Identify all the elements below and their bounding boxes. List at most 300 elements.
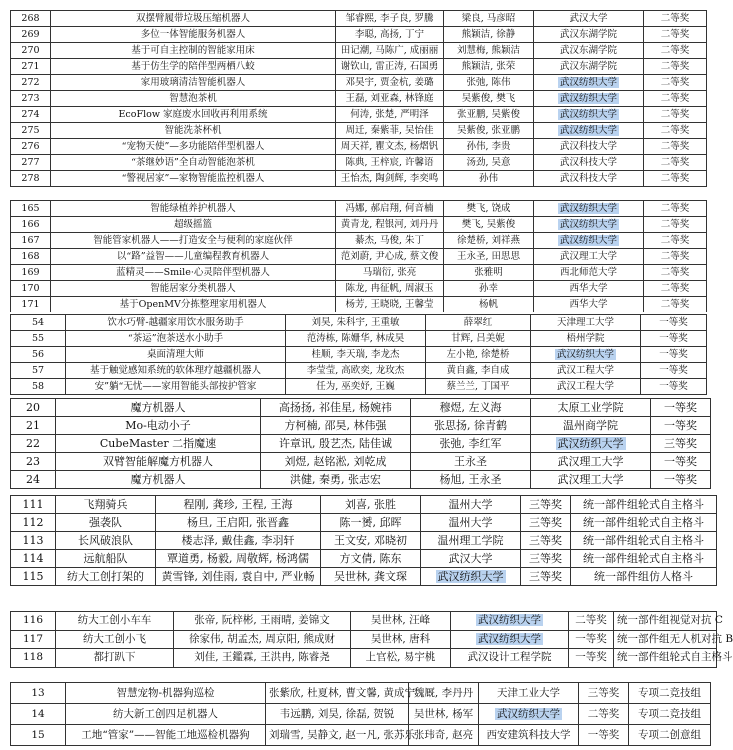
cell-text: 二等奖 (660, 251, 690, 262)
cell-text: 一等奖 (664, 455, 697, 468)
cell-text: 武汉理工大学 (559, 251, 617, 262)
table-cell (534, 171, 644, 187)
table-cell (266, 704, 409, 725)
table-cell (66, 331, 286, 347)
cell-text: 长风破浪队 (78, 534, 133, 547)
cell-text: 刘瑞雪, 吴静文, 赵一凡, 张苏乐 (269, 729, 416, 741)
table-row (11, 281, 707, 297)
cell-text: 24 (26, 473, 40, 486)
cell-text: 武汉纺织大学 (437, 570, 504, 583)
cell-text: 周天祥, 瞿文杰, 杨熠钒 (340, 141, 439, 152)
table-cell (56, 532, 156, 550)
cell-text: 吴紫俊, 樊飞 (461, 93, 516, 104)
table-cell (444, 11, 534, 27)
table-cell (321, 568, 421, 586)
table-cell (51, 107, 336, 123)
award-table (10, 495, 717, 586)
cell-text: 任为, 巫奕妤, 王巍 (316, 381, 395, 392)
table-cell (11, 43, 51, 59)
award-table (10, 314, 707, 395)
cell-text: 都打趴下 (93, 651, 136, 663)
table-cell (629, 704, 711, 725)
table-cell (174, 630, 351, 649)
table-row (11, 417, 711, 435)
table-cell (51, 75, 336, 91)
table-cell (444, 249, 534, 265)
table-cell (261, 417, 411, 435)
table-cell (409, 704, 479, 725)
cell-text: 黄青龙, 程银河, 刘丹丹 (340, 219, 439, 230)
table-cell (51, 123, 336, 139)
cell-text: 冯娜, 郝启翔, 何音楠 (345, 203, 434, 214)
table-cell (569, 612, 614, 631)
table-row (11, 399, 711, 417)
cell-text: 二等奖 (660, 235, 690, 246)
cell-text: 王永圣 (454, 455, 487, 468)
table-cell (11, 363, 66, 379)
table-cell (156, 514, 321, 532)
cell-text: 刘佳, 王鑑霖, 王洪冉, 陈睿尧 (194, 651, 330, 663)
cell-text: 武汉工程大学 (556, 381, 614, 392)
table-cell (644, 155, 707, 171)
cell-text: 一等奖 (664, 419, 697, 432)
table-cell (66, 725, 266, 746)
cell-text: 277 (21, 157, 40, 168)
table-cell (444, 139, 534, 155)
cell-text: 276 (21, 141, 40, 152)
cell-text: 168 (21, 251, 40, 262)
cell-text: 张紫欣, 杜夏林, 曹文馨, 黄成宁 (269, 687, 416, 699)
cell-text: 远航船队 (83, 552, 128, 565)
cell-text: 智能管家机器人——打造安全与便利的家庭伙伴 (93, 235, 293, 246)
table-cell (56, 399, 261, 417)
cell-text: 二等奖 (660, 13, 690, 24)
cell-text: 一等奖 (659, 349, 688, 360)
cell-text: 武汉大学 (569, 13, 608, 24)
cell-text: 安”躺“无忧——家用智能头部按护管家 (94, 381, 257, 392)
cell-text: 王怡杰, 陶剑辉, 李奕鸣 (340, 173, 439, 184)
table-cell (444, 297, 534, 313)
table-row (11, 568, 717, 586)
table-cell (11, 217, 51, 233)
cell-text: 魔方机器人 (130, 473, 186, 486)
cell-text: 二等奖 (587, 708, 620, 720)
cell-text: 一等奖 (575, 632, 607, 645)
table-cell (11, 249, 51, 265)
cell-text: 田记潮, 马陈广, 成丽丽 (340, 45, 439, 56)
cell-text: 张弛, 李红军 (439, 437, 502, 450)
table-cell (521, 568, 571, 586)
table-cell (534, 249, 644, 265)
table-row (11, 453, 711, 471)
table-cell (444, 171, 534, 187)
table-cell (521, 532, 571, 550)
cell-text: 二等奖 (660, 219, 690, 230)
table-cell (521, 514, 571, 532)
table-cell (56, 649, 174, 668)
table-cell (11, 139, 51, 155)
cell-text: 纺大新工创四足机器人 (113, 708, 218, 720)
table-cell (534, 155, 644, 171)
cell-text: 王永圣, 田思思 (456, 251, 521, 262)
table-cell (336, 217, 444, 233)
table-segment-7 (0, 680, 716, 750)
cell-text: 统一部件组仿人格斗 (594, 570, 693, 583)
cell-text: 李聪, 高扬, 丁宁 (354, 29, 425, 40)
table-cell (11, 649, 56, 668)
cell-text: 覃道勇, 杨毅, 周敬辉, 杨鸿儒 (167, 552, 309, 565)
table-cell (336, 201, 444, 217)
cell-text: 统一部件组轮式自主格斗 (583, 552, 704, 565)
table-cell (156, 550, 321, 568)
table-row (11, 171, 707, 187)
cell-text: 左小艳, 徐楚桥 (446, 349, 510, 360)
table-cell (421, 496, 521, 514)
table-cell (531, 347, 641, 363)
cell-text: 三等奖 (664, 437, 697, 450)
table-cell (11, 514, 56, 532)
table-cell (531, 471, 651, 489)
table-cell (651, 399, 711, 417)
cell-text: 武汉东湖学院 (559, 61, 617, 72)
table-cell (321, 514, 421, 532)
cell-text: 樊飞, 饶成 (466, 203, 511, 214)
cell-text: 武汉科技大学 (559, 157, 617, 168)
table-cell (534, 59, 644, 75)
cell-text: 梁良, 马彦昭 (461, 13, 516, 24)
cell-text: “茶继妙语”全自动智能泡茶机 (131, 157, 255, 168)
cell-text: 王文安, 邓晓初 (334, 534, 407, 547)
cell-text: 武汉纺织大学 (559, 125, 617, 136)
table-cell (534, 233, 644, 249)
cell-text: 韦远鹏, 刘昊, 徐磊, 贺锐 (279, 708, 395, 720)
table-cell (579, 725, 629, 746)
cell-text: 纺大工创小车车 (77, 614, 152, 626)
cell-text: 113 (22, 534, 44, 547)
cell-text: 15 (31, 729, 45, 741)
table-cell (571, 514, 717, 532)
cell-text: 274 (21, 109, 40, 120)
cell-text: 纺大工创打架的 (67, 570, 144, 583)
cell-text: 14 (31, 708, 45, 720)
table-cell (531, 417, 651, 435)
cell-text: 22 (26, 437, 40, 450)
cell-text: 智能居家分类机器人 (150, 283, 236, 294)
cell-text: 基于OpenMV分拣整理家用机器人 (119, 299, 267, 310)
table-cell (286, 363, 426, 379)
cell-text: 一等奖 (664, 401, 697, 414)
cell-text: 饮水巧臂-越疆家用饮水服务助手 (107, 317, 244, 328)
table-cell (426, 347, 531, 363)
table-cell (336, 107, 444, 123)
cell-text: 何涛, 张楚, 严明泽 (350, 109, 429, 120)
table-cell (411, 399, 531, 417)
table-row (11, 630, 717, 649)
table-cell (51, 171, 336, 187)
table-row (11, 347, 707, 363)
cell-text: 马瑞衍, 张亮 (362, 267, 417, 278)
table-cell (66, 704, 266, 725)
table-cell (336, 281, 444, 297)
table-cell (534, 139, 644, 155)
table-cell (444, 59, 534, 75)
table-cell (66, 363, 286, 379)
table-cell (444, 217, 534, 233)
table-cell (614, 649, 733, 668)
cell-text: 双摆臂履带垃圾压缩机器人 (135, 13, 250, 24)
table-cell (426, 315, 531, 331)
cell-text: 166 (21, 219, 40, 230)
table-cell (479, 683, 579, 704)
table-row (11, 11, 707, 27)
table-cell (11, 630, 56, 649)
cell-text: 269 (21, 29, 40, 40)
cell-text: 高扬扬, 祁佳星, 杨婉祎 (279, 401, 392, 414)
table-cell (11, 91, 51, 107)
table-row (11, 201, 707, 217)
table-cell (571, 568, 717, 586)
table-cell (66, 315, 286, 331)
table-cell (444, 43, 534, 59)
table-cell (534, 43, 644, 59)
table-cell (11, 471, 56, 489)
cell-text: 程刚, 龚珍, 王程, 王海 (183, 498, 293, 511)
table-cell (579, 704, 629, 725)
cell-text: 二等奖 (575, 614, 607, 626)
table-cell (11, 683, 66, 704)
table-cell (444, 123, 534, 139)
cell-text: 二等奖 (660, 29, 690, 40)
table-cell (421, 568, 521, 586)
cell-text: 吴紫俊, 张亚鹏 (456, 125, 521, 136)
cell-text: 275 (21, 125, 40, 136)
cell-text: 武汉科技大学 (559, 141, 617, 152)
table-cell (444, 27, 534, 43)
cell-text: 273 (21, 93, 40, 104)
table-cell (11, 496, 56, 514)
table-cell (421, 514, 521, 532)
cell-text: 双臂智能解魔方机器人 (103, 455, 213, 468)
table-cell (531, 435, 651, 453)
cell-text: 谢钦山, 雷正涛, 石国勇 (340, 61, 439, 72)
cell-text: “警视居家”—家物智能监控机器人 (121, 173, 265, 184)
table-cell (444, 155, 534, 171)
table-cell (644, 59, 707, 75)
cell-text: “茶运”泡茶送水小助手 (127, 333, 224, 344)
table-cell (426, 363, 531, 379)
cell-text: 温州理工学院 (437, 534, 504, 547)
table-cell (534, 217, 644, 233)
cell-text: Mo-电动小子 (125, 419, 191, 432)
table-row (11, 233, 707, 249)
table-segment-2 (0, 198, 716, 310)
cell-text: 二等奖 (660, 93, 690, 104)
table-cell (411, 471, 531, 489)
cell-text: 吴世林, 唐科 (370, 632, 431, 645)
cell-text: 张亚鹏, 吴紫俊 (456, 109, 521, 120)
table-cell (51, 155, 336, 171)
table-cell (444, 107, 534, 123)
table-cell (261, 453, 411, 471)
table-cell (11, 612, 56, 631)
table-row (11, 217, 707, 233)
cell-text: 孙幸 (478, 283, 498, 294)
table-cell (409, 725, 479, 746)
table-cell (614, 612, 723, 631)
table-cell (451, 630, 569, 649)
cell-text: 278 (21, 173, 40, 184)
cell-text: 西北师范大学 (559, 267, 617, 278)
award-table (10, 200, 707, 313)
table-row (11, 155, 707, 171)
table-row (11, 297, 707, 313)
table-cell (651, 453, 711, 471)
cell-text: 武汉纺织大学 (559, 235, 617, 246)
table-cell (56, 417, 261, 435)
cell-text: 专项二创意组 (638, 729, 701, 741)
table-cell (156, 532, 321, 550)
table-cell (51, 11, 336, 27)
cell-text: 魔方机器人 (130, 401, 186, 414)
cell-text: 171 (21, 299, 40, 310)
cell-text: 邓昊宇, 贾金杭, 姜璐 (345, 77, 434, 88)
table-cell (336, 59, 444, 75)
cell-text: 上官松, 易宇桃 (365, 651, 436, 663)
cell-text: 基于仿生学的陪伴型两栖八蛟 (131, 61, 255, 72)
cell-text: 二等奖 (660, 109, 690, 120)
cell-text: 武汉科技大学 (559, 173, 617, 184)
cell-text: 强袭队 (89, 516, 122, 529)
table-cell (11, 11, 51, 27)
cell-text: CubeMaster 二指魔速 (99, 437, 217, 450)
table-cell (531, 399, 651, 417)
cell-text: 专项二竞技组 (638, 687, 701, 699)
table-cell (336, 91, 444, 107)
table-row (11, 471, 711, 489)
cell-text: 黄雪锋, 刘佳雨, 袁自中, 严业畅 (161, 570, 315, 583)
cell-text: 桌面清理大师 (146, 349, 204, 360)
table-cell (644, 217, 707, 233)
table-cell (174, 649, 351, 668)
cell-text: 方文倩, 陈东 (339, 552, 402, 565)
cell-text: 统一部件组轮式自主格斗 (617, 651, 733, 663)
table-cell (336, 11, 444, 27)
table-cell (644, 107, 707, 123)
table-row (11, 704, 711, 725)
table-cell (11, 435, 56, 453)
cell-text: 黄自鑫, 李自成 (446, 365, 510, 376)
cell-text: 一等奖 (659, 333, 688, 344)
cell-text: 二等奖 (660, 203, 690, 214)
table-cell (534, 91, 644, 107)
cell-text: 二等奖 (660, 283, 690, 294)
table-cell (411, 435, 531, 453)
award-table (10, 611, 733, 668)
table-row (11, 363, 707, 379)
table-cell (11, 704, 66, 725)
table-segment-3 (0, 312, 716, 390)
table-cell (444, 281, 534, 297)
cell-text: 天津理工大学 (556, 317, 614, 328)
table-cell (286, 379, 426, 395)
table-cell (11, 75, 51, 91)
table-cell (534, 201, 644, 217)
cell-text: 武汉理工大学 (557, 473, 624, 486)
cell-text: 武汉纺织大学 (497, 708, 560, 720)
table-cell (11, 347, 66, 363)
table-cell (651, 471, 711, 489)
cell-text: 二等奖 (660, 299, 690, 310)
table-cell (286, 347, 426, 363)
cell-text: 武汉纺织大学 (559, 93, 617, 104)
table-cell (651, 417, 711, 435)
table-cell (261, 399, 411, 417)
table-row (11, 27, 707, 43)
cell-text: 樊飞, 吴紫俊 (461, 219, 516, 230)
cell-text: 陈龙, 冉征帆, 周淑玉 (345, 283, 434, 294)
table-cell (411, 417, 531, 435)
cell-text: 23 (26, 455, 40, 468)
cell-text: 二等奖 (660, 173, 690, 184)
cell-text: 张雅明 (474, 267, 503, 278)
table-cell (11, 417, 56, 435)
cell-text: 陈一赟, 邱晖 (339, 516, 402, 529)
cell-text: 268 (21, 13, 40, 24)
cell-text: 范刘蔚, 尹心成, 蔡文俊 (340, 251, 439, 262)
cell-text: 112 (22, 516, 44, 529)
table-cell (569, 649, 614, 668)
cell-text: 武汉大学 (448, 552, 493, 565)
table-cell (531, 331, 641, 347)
table-cell (51, 249, 336, 265)
cell-text: 167 (21, 235, 40, 246)
table-cell (11, 568, 56, 586)
cell-text: 孙伟 (478, 173, 498, 184)
table-row (11, 379, 707, 395)
table-cell (156, 568, 321, 586)
table-cell (56, 550, 156, 568)
table-cell (11, 399, 56, 417)
cell-text: 纺大工创小飞 (83, 632, 146, 645)
cell-text: 二等奖 (660, 77, 690, 88)
cell-text: 二等奖 (660, 45, 690, 56)
table-cell (534, 75, 644, 91)
table-cell (11, 297, 51, 313)
cell-text: 一等奖 (659, 365, 688, 376)
table-row (11, 496, 717, 514)
table-row (11, 43, 707, 59)
table-cell (66, 347, 286, 363)
table-cell (66, 379, 286, 395)
table-cell (571, 496, 717, 514)
cell-text: 刘煜, 赵铭淞, 刘乾成 (284, 455, 387, 468)
cell-text: 许章讯, 殷艺杰, 陆佳诚 (279, 437, 392, 450)
table-row (11, 139, 707, 155)
cell-text: 武汉纺织大学 (559, 109, 617, 120)
table-cell (286, 315, 426, 331)
table-cell (51, 27, 336, 43)
cell-text: 魏厩, 李丹丹 (413, 687, 474, 699)
table-cell (351, 649, 451, 668)
table-cell (56, 496, 156, 514)
table-cell (51, 43, 336, 59)
table-cell (261, 471, 411, 489)
table-cell (11, 27, 51, 43)
table-cell (336, 27, 444, 43)
table-cell (531, 379, 641, 395)
cell-text: 专项二竞技组 (638, 708, 701, 720)
cell-text: 115 (22, 570, 44, 583)
